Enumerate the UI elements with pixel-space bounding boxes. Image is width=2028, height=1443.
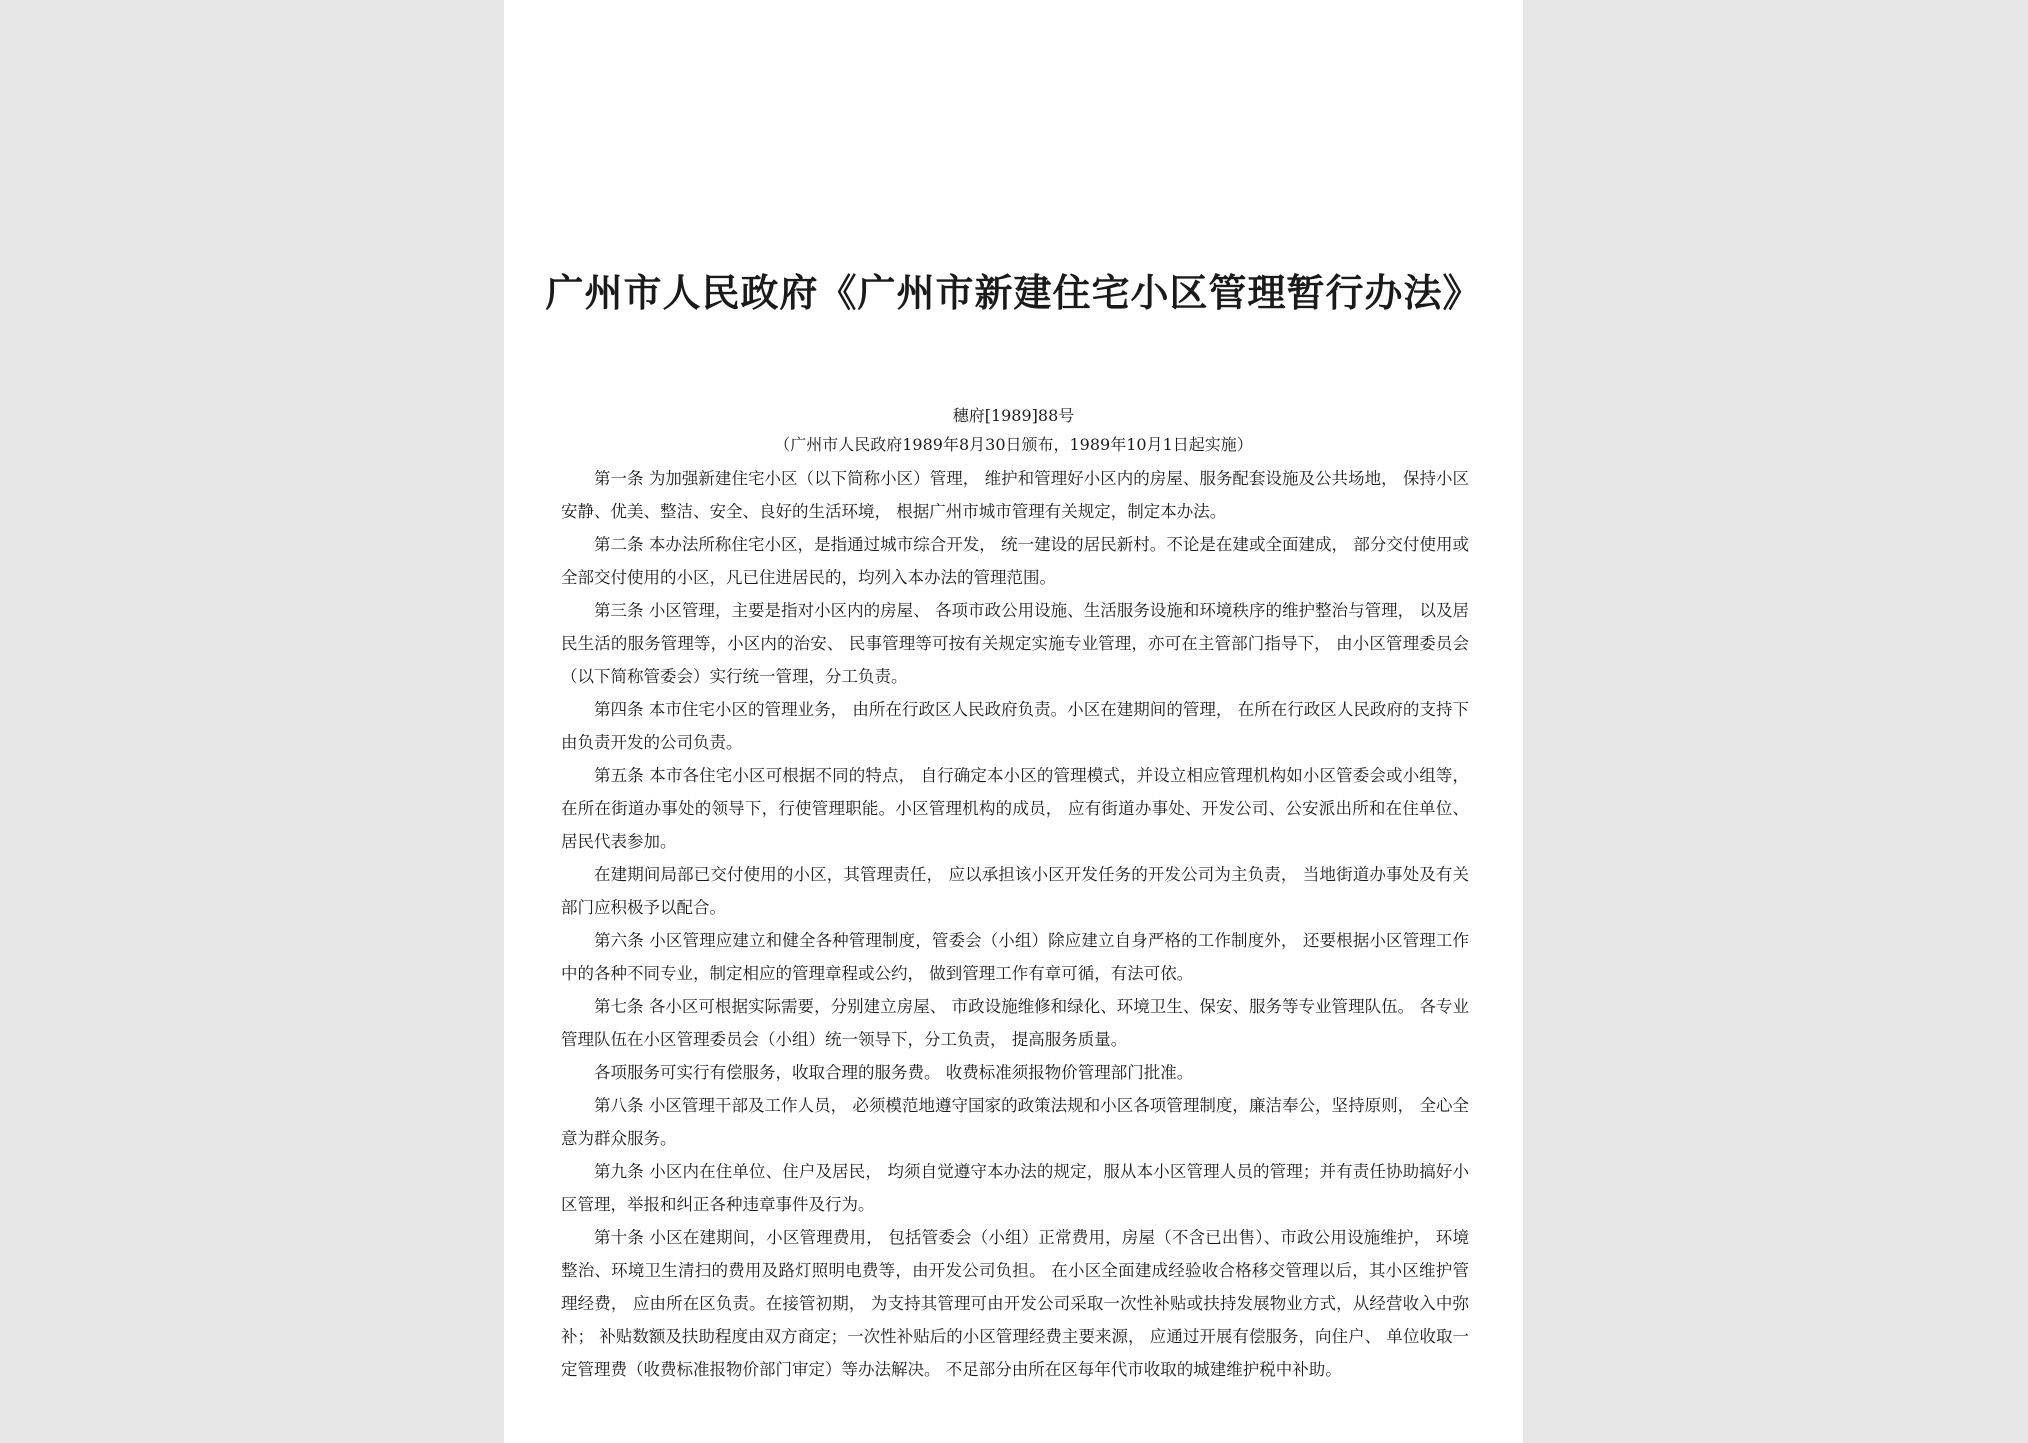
document-page	[504, 0, 1523, 1443]
article-1: 第一条 为加强新建住宅小区（以下简称小区）管理， 维护和管理好小区内的房屋、服务配套设施及公共场地， 保持小区安静、优美、整洁、安全、良好的生活环境， 根据广州市城市管理有关规定，制定本办法。	[561, 469, 1469, 521]
article-9: 第九条 小区内在住单位、住户及居民， 均须自觉遵守本办法的规定，服从本小区管理人员的管理；并有责任协助搞好小区管理，举报和纠正各种违章事件及行为。	[561, 1162, 1469, 1214]
article-5: 第五条 本市各住宅小区可根据不同的特点， 自行确定本小区的管理模式，并设立相应管理机构如小区管委会或小组等，在所在街道办事处的领导下，行使管理职能。小区管理机构的成员， 应有街道办事处、开发公司、公安派出所和在住单位、居民代表参加。	[561, 766, 1469, 851]
article-7-clause: 各项服务可实行有偿服务，收取合理的服务费。 收费标准须报物价管理部门批准。	[594, 1063, 1194, 1082]
article-4: 第四条 本市住宅小区的管理业务， 由所在行政区人民政府负责。小区在建期间的管理， 在所在行政区人民政府的支持下由负责开发的公司负责。	[561, 700, 1469, 752]
document-number: 穗府[1989]88号	[952, 406, 1075, 425]
article-7: 第七条 各小区可根据实际需要，分别建立房屋、 市政设施维修和绿化、环境卫生、保安、服务等专业管理队伍。 各专业管理队伍在小区管理委员会（小组）统一领导下，分工负责， 提高服务质量。	[561, 997, 1469, 1049]
article-10: 第十条 小区在建期间，小区管理费用， 包括管委会（小组）正常费用，房屋（不含已出售）、市政公用设施维护， 环境整治、环境卫生清扫的费用及路灯照明电费等，由开发公司负担。 在小区全面建成经验收合格移交管理以后，其小区维护管理经费， 应由所在区负责。在接管初期， 为支持其管理可由开发公司采取一次性补贴或扶持发展物业方式，从经营收入中弥补； 补贴数额及扶助程度由双方商定；一次性补贴后的小区管理经费主要来源， 应通过开展有偿服务，向住户、 单位收取一定管理费（收费标准报物价部门审定）等办法解决。 不足部分由所在区每年代市收取的城建维护税中补助。	[561, 1228, 1469, 1379]
issue-note: （广州市人民政府1989年8月30日颁布，1989年10月1日起实施）	[774, 435, 1253, 454]
article-5-clause: 在建期间局部已交付使用的小区，其管理责任， 应以承担该小区开发任务的开发公司为主负责， 当地街道办事处及有关部门应积极予以配合。	[561, 865, 1469, 917]
article-8: 第八条 小区管理干部及工作人员， 必须模范地遵守国家的政策法规和小区各项管理制度，廉洁奉公，坚持原则， 全心全意为群众服务。	[561, 1096, 1469, 1148]
document-title: 广州市人民政府《广州市新建住宅小区管理暂行办法》	[545, 270, 1482, 315]
document-body	[561, 462, 1469, 1386]
article-6: 第六条 小区管理应建立和健全各种管理制度，管委会（小组）除应建立自身严格的工作制度外， 还要根据小区管理工作中的各种不同专业，制定相应的管理章程或公约， 做到管理工作有章可循，有法可依。	[561, 931, 1469, 983]
article-3: 第三条 小区管理，主要是指对小区内的房屋、 各项市政公用设施、生活服务设施和环境秩序的维护整治与管理， 以及居民生活的服务管理等，小区内的治安、 民事管理等可按有关规定实施专业管理，亦可在主管部门指导下， 由小区管理委员会（以下简称管委会）实行统一管理，分工负责。	[561, 601, 1469, 686]
article-2: 第二条 本办法所称住宅小区，是指通过城市综合开发， 统一建设的居民新村。不论是在建或全面建成， 部分交付使用或全部交付使用的小区，凡已住进居民的，均列入本办法的管理范围。	[561, 535, 1469, 587]
